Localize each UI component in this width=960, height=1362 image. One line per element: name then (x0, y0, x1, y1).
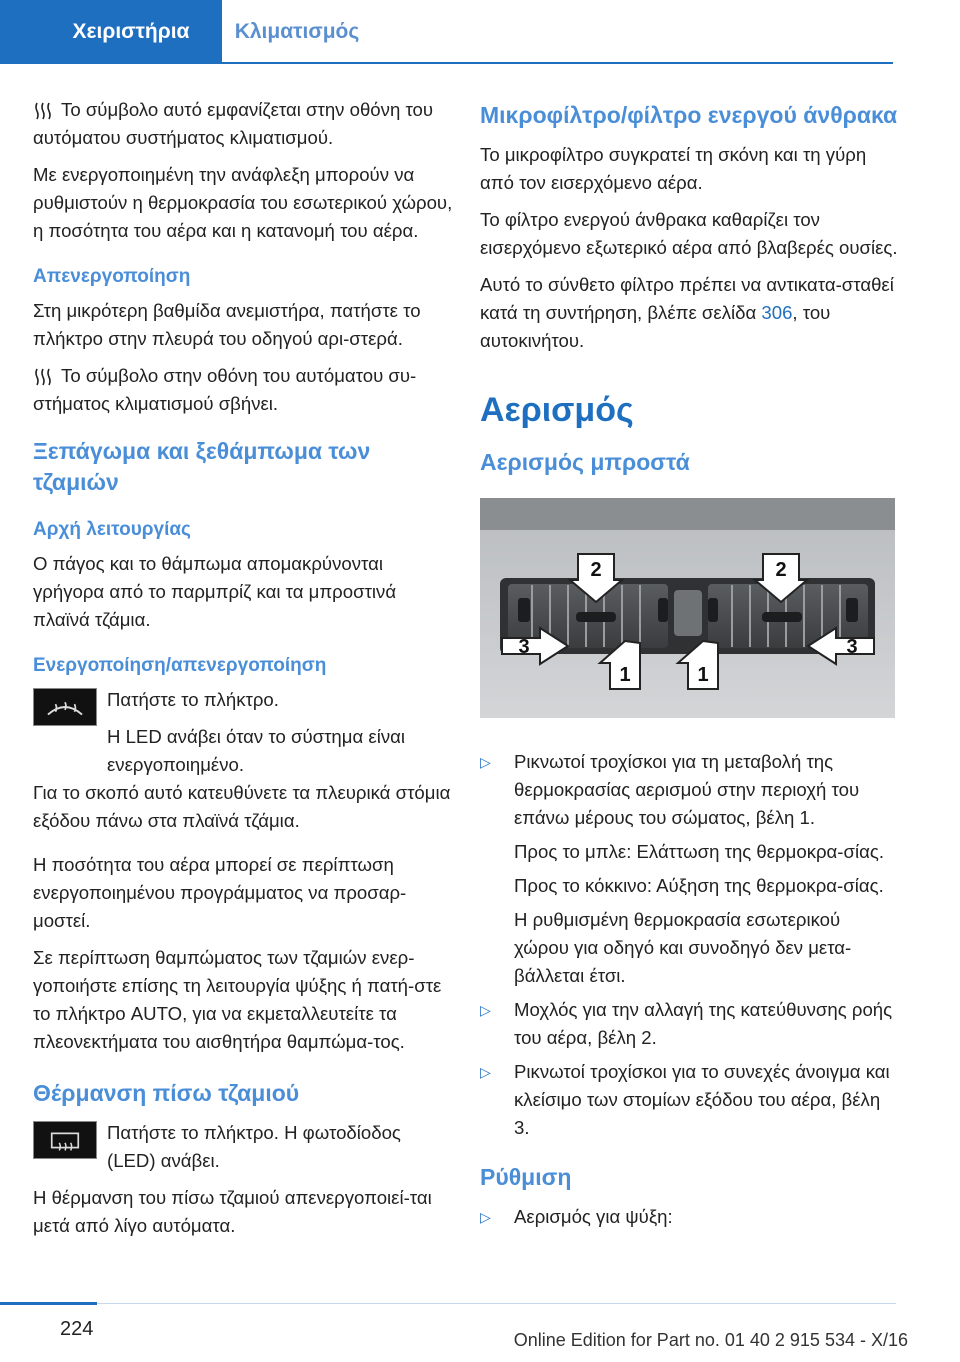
header-rule (0, 62, 893, 64)
list-bullet-icon: ▷ (480, 1002, 491, 1018)
paragraph: Το σύμβολο αυτό εμφανίζεται στην οθόνη του αυτόματου συστήματος κλιματισμού. (33, 99, 434, 148)
paragraph: Σε περίπτωση θαμπώματος των τζαμιών ενερ‐γοποιήστε επίσης τη λειτουργία ψύξης ή πατή‐στε το πλήκτρο AUTO, για να εκμεταλλευτείτε τα πλεονεκτήματα του αισθητήρα θαμπώμα‐τος. (33, 947, 442, 1052)
paragraph: Για το σκοπό αυτό κατευθύνετε τα πλευρικά στόμια εξόδου πάνω στα πλαϊνά τζάμια. (33, 782, 451, 831)
paragraph: Το φίλτρο ενεργού άνθρακα καθαρίζει τον εισερχόμενο εξωτερικό αέρα από βλαβερές ουσίες. (480, 209, 898, 258)
list-item: ▷ Ρικνωτοί τροχίσκοι για το συνεχές άνοιγμα και κλείσιμο των στομίων εξόδου του αέρα, βέλη 3. (480, 1058, 900, 1142)
airflow-symbol-icon (33, 101, 53, 121)
heading-front-ventilation: Αερισμός μπροστά (480, 449, 690, 475)
paragraph: Ο πάγος και το θάμπωμα απομακρύνονται γρήγορα από το παρμπρίζ και τα μπροστινά πλαϊνά τζάμια. (33, 553, 397, 630)
paragraph: Η θέρμανση του πίσω τζαμιού απενεργοποιεί‐ται μετά από λίγο αυτόματα. (33, 1187, 432, 1236)
paragraph: Στη μικρότερη βαθμίδα ανεμιστήρα, πατήστε το πλήκτρο στην πλευρά του οδηγού αρι‐στερά. (33, 300, 421, 349)
list-subitem: Η ρυθμισμένη θερμοκρασία εσωτερικού χώρου για οδηγό και συνοδηγό δεν μετα‐βάλλεται έτσι. (514, 909, 852, 986)
heading-adjustment: Ρύθμιση (480, 1164, 572, 1190)
chapter-header (0, 0, 893, 64)
heading-rear-window: Θέρμανση πίσω τζαμιού (33, 1080, 300, 1106)
heading-on-off: Ενεργοποίηση/απενεργοποίηση (33, 655, 327, 676)
page-link[interactable]: 306 (761, 302, 793, 323)
tab-climate[interactable]: Κλιματισμός (234, 20, 360, 43)
heading-ventilation: Αερισμός (480, 391, 634, 429)
air-vents-photo (480, 498, 895, 718)
paragraph: Πατήστε το πλήκτρο. Η φωτοδίοδος (LED) ανάβει. (107, 1122, 401, 1171)
list-item: ▷ Αερισμός για ψύξη: (480, 1203, 900, 1231)
paragraph: Πατήστε το πλήκτρο. (107, 689, 279, 710)
list-item: ▷ Ρικνωτοί τροχίσκοι για τη μεταβολή της θερμοκρασίας αερισμού στην περιοχή του επάνω μέρους του σώματος, βέλη 1. (480, 748, 900, 832)
photo-label: 3 (518, 636, 530, 658)
photo-label: 3 (846, 636, 858, 658)
rear-window-defrost-button-icon (33, 1121, 97, 1159)
paragraph: Το μικροφίλτρο συγκρατεί τη σκόνη και τη γύρη από τον εισερχόμενο αέρα. (480, 144, 867, 193)
list-bullet-icon: ▷ (480, 754, 491, 770)
page-number-bar (0, 1302, 97, 1305)
paragraph: Η ποσότητα του αέρα μπορεί σε περίπτωση ενεργοποιημένου προγράμματος να προσαρ‐μοστεί. (33, 854, 407, 931)
footer-rule (33, 1303, 896, 1304)
heading-filter: Μικροφίλτρο/φίλτρο ενεργού άνθρακα (480, 102, 898, 128)
photo-label: 1 (697, 664, 709, 686)
photo-label: 1 (619, 664, 631, 686)
left-column (33, 96, 453, 1249)
photo-label: 2 (590, 559, 602, 581)
paragraph: Η LED ανάβει όταν το σύστημα είναι ενεργοποιημένο. (107, 726, 405, 775)
page-number: 224 (60, 1318, 94, 1340)
paragraph: Αυτό το σύνθετο φίλτρο πρέπει να αντικατα‐σταθεί κατά τη συντήρηση, βλέπε σελίδα 306, του αυτοκινήτου. (480, 274, 894, 351)
heading-defog: Ξεπάγωμα και ξεθάμπωμα των τζαμιών (33, 438, 371, 495)
tab-controls[interactable]: Χειριστήρια (0, 0, 222, 64)
airflow-symbol-icon (33, 367, 53, 387)
photo-label: 2 (775, 559, 787, 581)
defrost-instruction (33, 686, 453, 779)
list-subitem: Προς το μπλε: Ελάττωση της θερμοκρα‐σίας. (514, 841, 884, 862)
list-bullet-icon: ▷ (480, 1064, 491, 1080)
list-subitem: Προς το κόκκινο: Αύξηση της θερμοκρα‐σίας. (514, 875, 884, 896)
heading-deactivation: Απενεργοποίηση (33, 266, 191, 287)
rear-defrost-instruction (33, 1119, 453, 1175)
windshield-defrost-button-icon (33, 688, 97, 726)
paragraph: Το σύμβολο στην οθόνη του αυτόματου συ‐στήματος κλιματισμού σβήνει. (33, 365, 417, 414)
paragraph: Με ενεργοποιημένη την ανάφλεξη μπορούν να ρυθμιστούν η θερμοκρασία του εσωτερικού χώρου, η ποσότητα του αέρα και η κατανομή του αέρα. (33, 164, 453, 241)
list-bullet-icon: ▷ (480, 1209, 491, 1225)
edition-footer: Online Edition for Part no. 01 40 2 915 534 - X/16 (513, 1330, 908, 1350)
heading-principle: Αρχή λειτουργίας (33, 519, 191, 540)
right-column (480, 96, 900, 1237)
list-item: ▷ Μοχλός για την αλλαγή της κατεύθυνσης ροής του αέρα, βέλη 2. (480, 996, 900, 1052)
